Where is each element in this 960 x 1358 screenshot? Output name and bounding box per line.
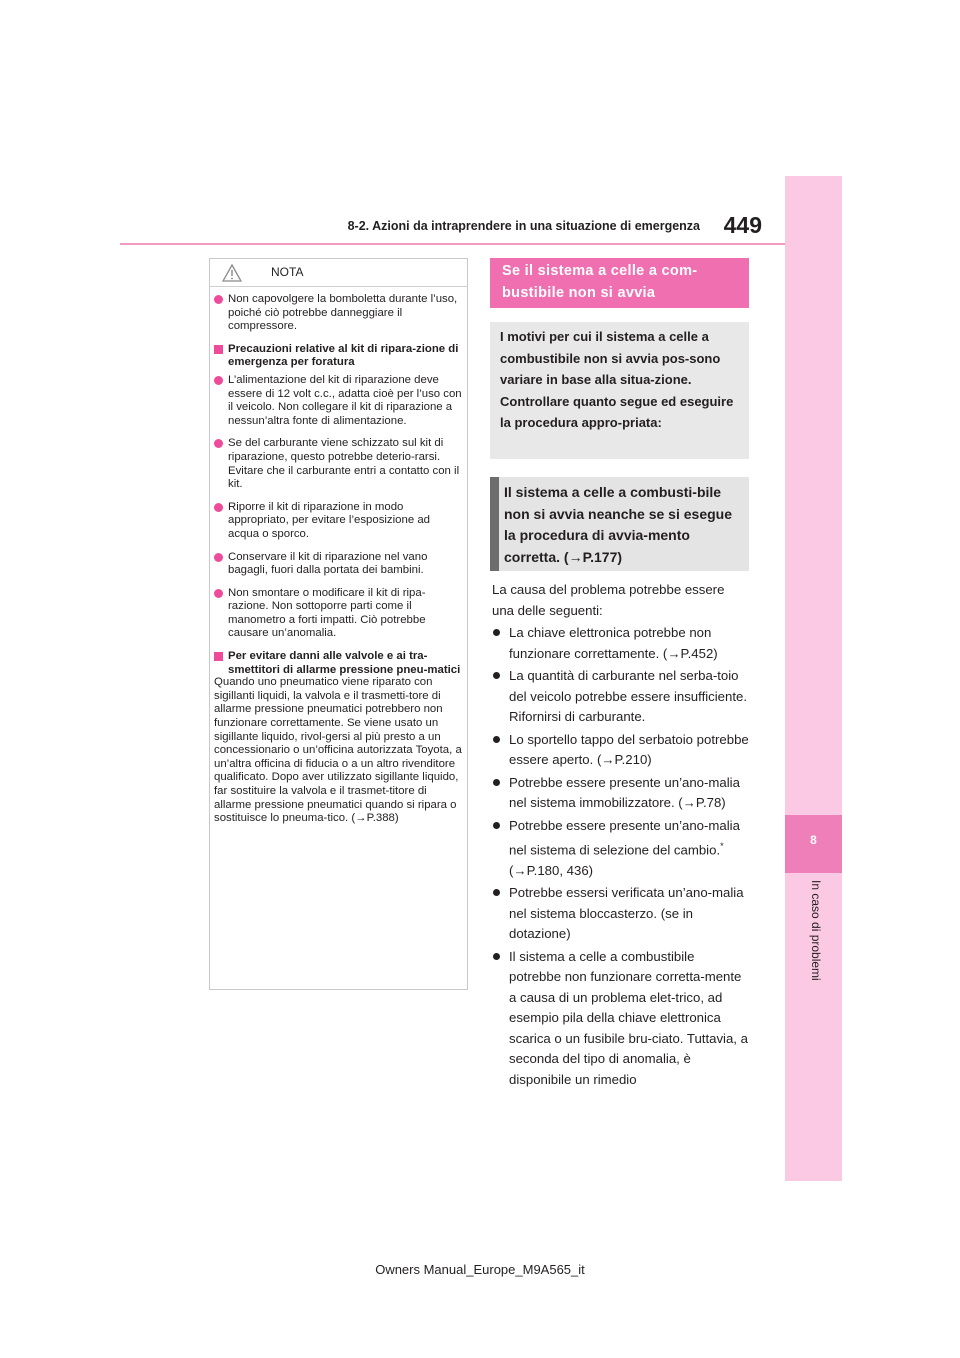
pink-dot-icon — [214, 439, 223, 448]
nota-title: NOTA — [271, 265, 304, 279]
nota-item: Non smontare o modificare il kit di ripa-razione. Non sottoporre parti come il manometro a forti impatti. Ciò potrebbe causare un’anomalia. — [214, 587, 464, 641]
footnote-mark: * — [720, 841, 724, 851]
section-heading-banner — [490, 258, 749, 308]
list-item: Il sistema a celle a combustibile potrebbe non funzionare corretta-mente a causa di un problema elet-trico, ad esempio pila della chiave elettronica scarica o un fusibile bru-ciato. Tuttavia, a seconda del tipo di anomalia, è disponibile un rimedio — [492, 947, 750, 1091]
chapter-label — [803, 880, 823, 1030]
subheading-box — [490, 477, 749, 571]
nota-body — [214, 293, 464, 826]
list-item: Potrebbe essere presente un’ano-malia nel sistema immobilizzatore. (→P.78) — [492, 773, 750, 814]
intro-box — [490, 322, 749, 459]
nota-subheading: Precauzioni relative al kit di ripara-zione di emergenza per foratura — [214, 343, 464, 370]
pink-square-icon — [214, 345, 223, 354]
list-item: Potrebbe essere presente un’ano-malia nel sistema di selezione del cambio.* (→P.180, 436) — [492, 816, 750, 882]
pink-square-icon — [214, 652, 223, 661]
nota-item: L’alimentazione del kit di riparazione deve essere di 12 volt c.c., adatta cioè per l’uso con il veicolo. Non collegare il kit di riparazione a nessun’altra fonte di alimentazione. — [214, 374, 464, 428]
intro-text: I motivi per cui il sistema a celle a combustibile non si avvia pos-sono variare in base alla situa-zione. Controllare quanto segue ed eseguire la procedura appro-priata: — [500, 329, 734, 430]
list-item: La quantità di carburante nel serba-toio del veicolo potrebbe essere insufficiente. Rifornirsi di carburante. — [492, 666, 750, 728]
nota-header — [220, 262, 460, 286]
nota-item: Se del carburante viene schizzato sul kit di riparazione, questo potrebbe deterio-rarsi. Evitare che il carburante entri a contatto con il kit. — [214, 437, 464, 491]
page-number: 449 — [723, 212, 762, 238]
pink-dot-icon — [214, 553, 223, 562]
nota-paragraph: Quando uno pneumatico viene riparato con sigillanti liquidi, la valvola e il trasmetti-tore di allarme pressione pneumatici potrebbero non funzionare correttamente. Se viene usato un sigillante liquido, rivol-gersi al più presto a un concessionario o un’officina autorizzata Toyota, a un’altra officina di fiducia o a un altro rivenditore qualificato. Dopo aver utilizzato sigillante liquido, far sostituire la valvola e il trasmet-titore di allarme pressione pneumatici quando si ripara o sostituisce lo pneuma-tico. (→P.388) — [214, 676, 462, 825]
nota-subheading: Per evitare danni alle valvole e ai tra-smettitori di allarme pressione pneu-matici — [214, 650, 464, 677]
list-item-note: Rifornirsi di carburante. — [509, 709, 646, 724]
lead-text: La causa del problema potrebbe essere una delle seguenti: — [492, 582, 725, 618]
warning-triangle-icon — [222, 264, 242, 282]
list-item: Lo sportello tappo del serbatoio potrebbe essere aperto. (→P.210) — [492, 730, 750, 771]
pink-dot-icon — [214, 589, 223, 598]
causes-list — [492, 580, 750, 1090]
pink-dot-icon — [214, 376, 223, 385]
chapter-number: 8 — [810, 833, 817, 847]
list-item: Potrebbe essersi verificata un’ano-malia nel sistema bloccasterzo. (se in dotazione) — [492, 883, 750, 945]
list-item: La chiave elettronica potrebbe non funzionare correttamente. (→P.452) — [492, 623, 750, 664]
header-rule — [120, 243, 840, 245]
chapter-label-text: In caso di problemi — [809, 880, 823, 981]
nota-divider — [210, 286, 467, 287]
footer-document-id: Owners Manual_Europe_M9A565_it — [375, 1262, 585, 1277]
section-heading: Se il sistema a celle a com-bustibile non si avvia — [502, 263, 698, 301]
pink-dot-icon — [214, 503, 223, 512]
chapter-side-tab — [785, 176, 842, 1181]
nota-item: Riporre il kit di riparazione in modo appropriato, per evitare l’esposizione ad acqua o sporco. — [214, 501, 464, 542]
subheading-accent-bar — [490, 477, 499, 571]
subheading-text: Il sistema a celle a combusti-bile non si avvia neanche se si esegue la procedura di avvia-mento corretta. (→P.177) — [504, 484, 732, 565]
pink-dot-icon — [214, 295, 223, 304]
section-title: 8-2. Azioni da intraprendere in una situazione di emergenza — [347, 219, 700, 233]
nota-item: Non capovolgere la bomboletta durante l’uso, poiché ciò potrebbe danneggiare il compressore. — [214, 293, 464, 334]
nota-item: Conservare il kit di riparazione nel vano bagagli, fuori dalla portata dei bambini. — [214, 551, 464, 578]
